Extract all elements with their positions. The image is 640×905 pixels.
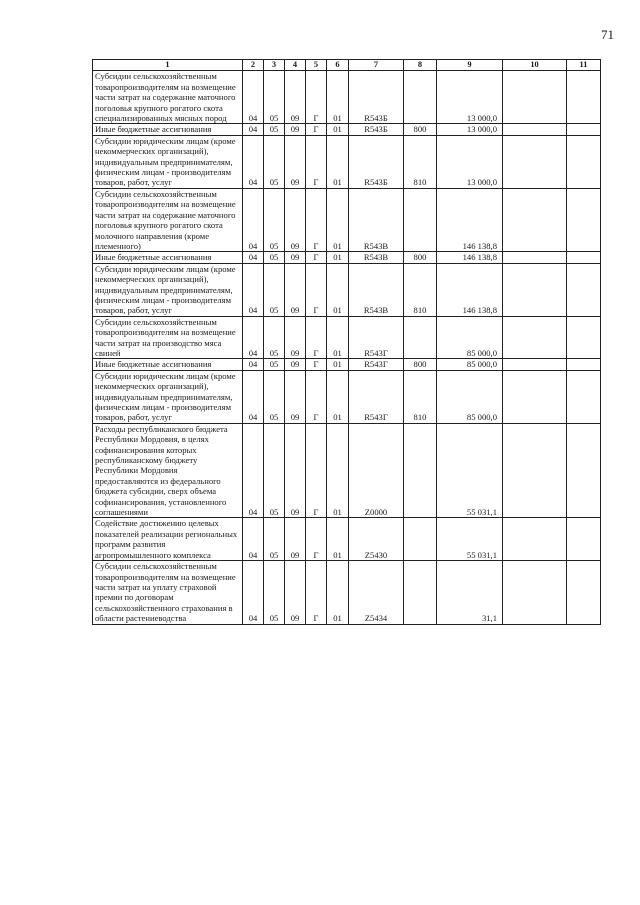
cell-code-4: 09 [285,561,306,624]
table-row [93,423,601,518]
cell-col-10 [503,370,567,423]
cell-code-7: R543Б [349,124,404,135]
cell-code-5: Г [306,252,327,263]
cell-code-3: 05 [264,71,285,124]
cell-code-3: 05 [264,423,285,518]
cell-col-11 [567,263,601,316]
cell-code-4: 09 [285,124,306,135]
cell-code-3: 05 [264,561,285,624]
cell-code-8 [404,71,437,124]
cell-amount: 146 138,8 [437,263,503,316]
cell-col-11 [567,561,601,624]
row-name: Расходы республиканского бюджета Республики Мордовия, в целях софинансирования которых республиканскому бюджету Республики Мордовия предоставляются из федерального бюджета субсидии, сверх объема софинансирования, установленного соглашениями [93,423,243,518]
cell-code-5: Г [306,135,327,188]
cell-code-8: 810 [404,135,437,188]
column-header: 11 [567,60,601,71]
cell-code-7: R543Б [349,71,404,124]
row-name: Иные бюджетные ассигнования [93,252,243,263]
table-row [93,263,601,316]
cell-code-8: 810 [404,370,437,423]
cell-code-5: Г [306,518,327,561]
cell-col-11 [567,423,601,518]
cell-code-7: R543В [349,263,404,316]
table-row [93,124,601,135]
table-row [93,188,601,251]
cell-code-4: 09 [285,252,306,263]
cell-col-11 [567,252,601,263]
cell-code-4: 09 [285,71,306,124]
cell-col-11 [567,71,601,124]
cell-code-2: 04 [243,188,264,251]
cell-amount: 55 031,1 [437,423,503,518]
column-header: 7 [349,60,404,71]
cell-code-5: Г [306,124,327,135]
cell-code-8 [404,518,437,561]
cell-code-2: 04 [243,124,264,135]
cell-code-4: 09 [285,263,306,316]
cell-code-7: R543Г [349,316,404,359]
table-row [93,316,601,359]
cell-code-3: 05 [264,124,285,135]
cell-code-2: 04 [243,71,264,124]
cell-col-11 [567,135,601,188]
cell-code-3: 05 [264,135,285,188]
cell-code-6: 01 [327,124,349,135]
cell-col-10 [503,316,567,359]
cell-code-4: 09 [285,370,306,423]
cell-code-3: 05 [264,316,285,359]
cell-code-3: 05 [264,188,285,251]
cell-amount: 85 000,0 [437,316,503,359]
cell-code-8: 800 [404,252,437,263]
row-name: Иные бюджетные ассигнования [93,359,243,370]
row-name: Субсидии юридическим лицам (кроме некоммерческих организаций), индивидуальным предпринимателям, физическим лицам - производителям товаров, работ, услуг [93,263,243,316]
cell-code-4: 09 [285,316,306,359]
cell-code-8: 800 [404,124,437,135]
table-row [93,561,601,624]
column-header: 9 [437,60,503,71]
cell-code-2: 04 [243,561,264,624]
budget-table [92,59,601,625]
cell-col-11 [567,518,601,561]
row-name: Субсидии сельскохозяйственным товаропроизводителям на возмещение части затрат на содержание маточного поголовья крупного рогатого скота специализированных мясных пород [93,71,243,124]
cell-code-6: 01 [327,188,349,251]
cell-code-6: 01 [327,423,349,518]
cell-col-10 [503,561,567,624]
column-header: 1 [93,60,243,71]
cell-code-5: Г [306,71,327,124]
cell-code-4: 09 [285,135,306,188]
cell-code-8 [404,423,437,518]
row-name: Субсидии юридическим лицам (кроме некоммерческих организаций), индивидуальным предпринимателям, физическим лицам - производителям товаров, работ, услуг [93,370,243,423]
cell-code-5: Г [306,188,327,251]
cell-amount: 13 000,0 [437,135,503,188]
table-row [93,518,601,561]
cell-code-6: 01 [327,252,349,263]
cell-col-10 [503,71,567,124]
cell-code-8 [404,561,437,624]
cell-code-2: 04 [243,135,264,188]
cell-code-3: 05 [264,370,285,423]
cell-code-6: 01 [327,370,349,423]
cell-code-2: 04 [243,423,264,518]
cell-col-10 [503,359,567,370]
cell-amount: 13 000,0 [437,124,503,135]
row-name: Содействие достижению целевых показателей реализации региональных программ развития агропромышленного комплекса [93,518,243,561]
cell-col-10 [503,124,567,135]
cell-code-6: 01 [327,561,349,624]
cell-code-2: 04 [243,252,264,263]
table-row [93,71,601,124]
cell-code-4: 09 [285,359,306,370]
cell-col-11 [567,188,601,251]
cell-code-3: 05 [264,252,285,263]
cell-code-5: Г [306,316,327,359]
header-row [93,60,601,71]
cell-code-2: 04 [243,263,264,316]
cell-code-6: 01 [327,518,349,561]
cell-code-6: 01 [327,359,349,370]
cell-code-3: 05 [264,359,285,370]
row-name: Субсидии юридическим лицам (кроме некоммерческих организаций), индивидуальным предпринимателям, физическим лицам - производителям товаров, работ, услуг [93,135,243,188]
column-header: 10 [503,60,567,71]
cell-code-2: 04 [243,316,264,359]
cell-code-4: 09 [285,188,306,251]
cell-col-11 [567,124,601,135]
table-row [93,359,601,370]
cell-col-11 [567,316,601,359]
cell-code-7: Z5430 [349,518,404,561]
cell-amount: 85 000,0 [437,370,503,423]
cell-code-2: 04 [243,359,264,370]
cell-code-7: R543Г [349,370,404,423]
cell-col-10 [503,423,567,518]
cell-code-6: 01 [327,135,349,188]
table-row [93,370,601,423]
cell-code-2: 04 [243,518,264,561]
cell-code-5: Г [306,263,327,316]
cell-amount: 13 000,0 [437,71,503,124]
page-number: 71 [601,27,614,42]
cell-code-8: 810 [404,263,437,316]
column-header: 6 [327,60,349,71]
cell-amount: 55 031,1 [437,518,503,561]
cell-col-10 [503,135,567,188]
table-row [93,135,601,188]
cell-code-7: R543Г [349,359,404,370]
cell-code-4: 09 [285,423,306,518]
cell-code-7: Z5434 [349,561,404,624]
cell-amount: 31,1 [437,561,503,624]
row-name: Субсидии сельскохозяйственным товаропроизводителям на возмещение части затрат на уплату страховой премии по договорам сельскохозяйственного страхования в области растениеводства [93,561,243,624]
cell-code-7: R543В [349,188,404,251]
cell-code-5: Г [306,370,327,423]
cell-code-7: Z0000 [349,423,404,518]
cell-code-4: 09 [285,518,306,561]
cell-code-8 [404,188,437,251]
cell-code-5: Г [306,359,327,370]
cell-code-6: 01 [327,263,349,316]
cell-code-5: Г [306,561,327,624]
cell-col-11 [567,370,601,423]
row-name: Иные бюджетные ассигнования [93,124,243,135]
column-header: 5 [306,60,327,71]
cell-col-10 [503,188,567,251]
cell-col-11 [567,359,601,370]
column-header: 4 [285,60,306,71]
row-name: Субсидии сельскохозяйственным товаропроизводителям на возмещение части затрат на производство мяса свиней [93,316,243,359]
cell-col-10 [503,263,567,316]
budget-table-body [93,60,601,625]
cell-amount: 146 138,8 [437,252,503,263]
column-header: 8 [404,60,437,71]
cell-code-8 [404,316,437,359]
cell-code-7: R543В [349,252,404,263]
cell-code-2: 04 [243,370,264,423]
cell-col-10 [503,252,567,263]
cell-code-6: 01 [327,316,349,359]
cell-code-8: 800 [404,359,437,370]
cell-code-6: 01 [327,71,349,124]
column-header: 3 [264,60,285,71]
cell-amount: 146 138,8 [437,188,503,251]
cell-code-3: 05 [264,518,285,561]
column-header: 2 [243,60,264,71]
cell-code-7: R543Б [349,135,404,188]
cell-amount: 85 000,0 [437,359,503,370]
cell-col-10 [503,518,567,561]
cell-code-5: Г [306,423,327,518]
row-name: Субсидии сельскохозяйственным товаропроизводителям на возмещение части затрат на содержание маточного поголовья крупного рогатого скота молочного направления (кроме племенного) [93,188,243,251]
cell-code-3: 05 [264,263,285,316]
table-row [93,252,601,263]
